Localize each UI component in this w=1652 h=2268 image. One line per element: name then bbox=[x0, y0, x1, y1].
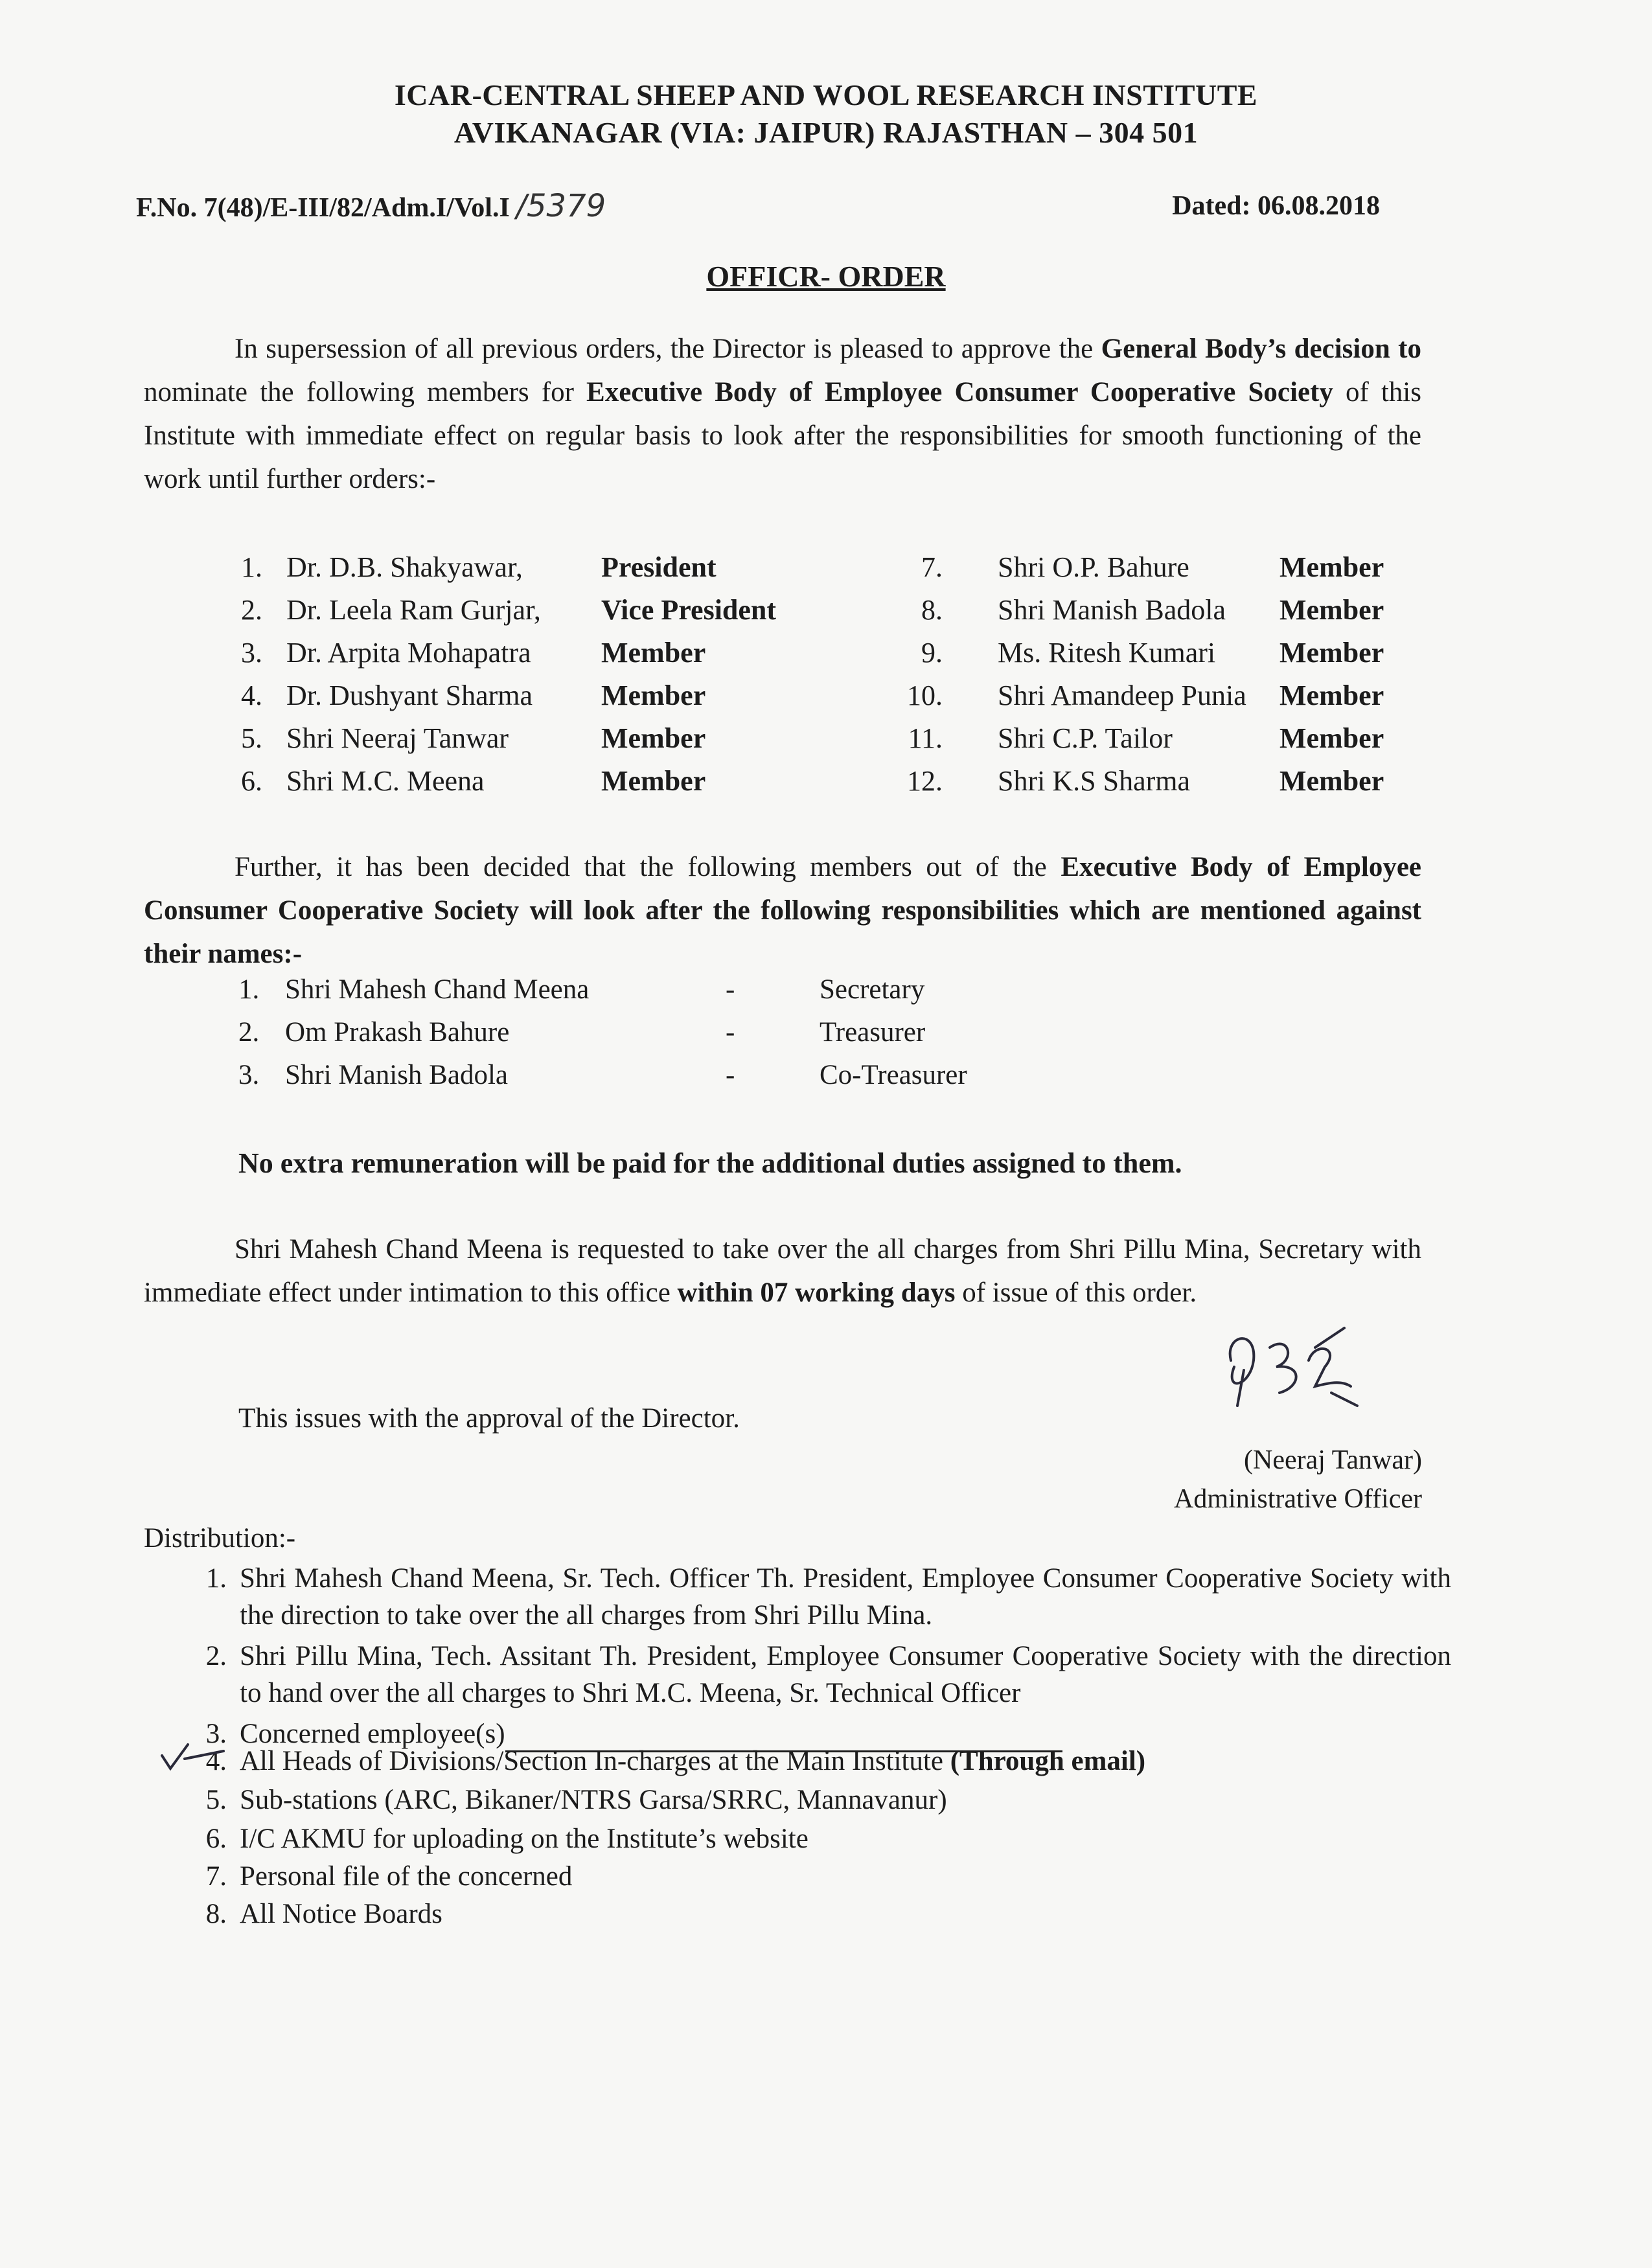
member-number: 9. bbox=[921, 637, 943, 669]
member-number: 2. bbox=[241, 594, 262, 626]
member-name: Shri Neeraj Tanwar bbox=[286, 722, 509, 754]
distribution-number: 2. bbox=[205, 1641, 227, 1671]
order-date: Dated: 06.08.2018 bbox=[1172, 191, 1380, 221]
member-role: Member bbox=[1279, 722, 1384, 754]
member-name: Ms. Ritesh Kumari bbox=[998, 637, 1216, 669]
member-role: Member bbox=[601, 722, 706, 754]
p1-text-1: In supersession of all previous orders, the Director is pleased to approve the bbox=[235, 334, 1101, 364]
distribution-text bbox=[240, 1858, 1451, 1895]
distribution-text-main: All Notice Boards bbox=[240, 1899, 442, 1929]
institute-name: ICAR-CENTRAL SHEEP AND WOOL RESEARCH INSTITUTE bbox=[394, 78, 1258, 111]
member-number: 3. bbox=[241, 637, 262, 669]
p1-bold-2: Executive Body of Employee Consumer Cooperative Society bbox=[586, 377, 1333, 407]
member-role: Member bbox=[1279, 765, 1384, 797]
file-number bbox=[136, 188, 606, 224]
responsibility-dash: - bbox=[726, 1060, 735, 1090]
distribution-text bbox=[240, 1743, 1451, 1780]
member-role: President bbox=[601, 551, 717, 583]
order-title: OFFICR- ORDER bbox=[706, 260, 946, 293]
responsibility-number: 1. bbox=[238, 974, 260, 1005]
member-name: Shri O.P. Bahure bbox=[998, 551, 1189, 583]
member-role: Member bbox=[601, 765, 706, 797]
responsibility-role: Secretary bbox=[820, 974, 925, 1005]
p3-bold-1: within 07 working days bbox=[677, 1277, 956, 1308]
signature-scribble bbox=[1218, 1322, 1367, 1419]
member-number: 10. bbox=[907, 680, 943, 711]
responsibility-name: Om Prakash Bahure bbox=[285, 1017, 510, 1048]
p2-text-1: Further, it has been decided that the following members out of the bbox=[235, 852, 1061, 882]
distribution-title: Distribution:- bbox=[144, 1523, 296, 1553]
distribution-number: 1. bbox=[205, 1563, 227, 1594]
distribution-text-main: Concerned employee(s) bbox=[240, 1719, 505, 1749]
distribution-number: 6. bbox=[205, 1824, 227, 1854]
member-number: 7. bbox=[921, 551, 943, 583]
distribution-item bbox=[188, 1896, 1451, 1973]
distribution-number: 4. bbox=[205, 1746, 227, 1776]
distribution-text-main: All Heads of Divisions/Section In-charges at the Main Institute bbox=[240, 1746, 950, 1776]
member-role: Vice President bbox=[601, 594, 777, 626]
distribution-text bbox=[240, 1781, 1451, 1818]
distribution-text-main: Shri Pillu Mina, Tech. Assitant Th. President, Employee Consumer Cooperative Society with the direction to hand over the all charges to Shri M.C. Meena, Sr. Technical Officer bbox=[240, 1641, 1451, 1708]
distribution-number: 5. bbox=[205, 1785, 227, 1815]
distribution-number: 8. bbox=[205, 1899, 227, 1929]
member-number: 6. bbox=[241, 765, 262, 797]
member-number: 1. bbox=[241, 551, 262, 583]
distribution-text-main: I/C AKMU for uploading on the Institute’s website bbox=[240, 1824, 809, 1854]
signer-name: (Neeraj Tanwar) bbox=[1244, 1445, 1422, 1475]
paragraph-supersession bbox=[144, 327, 1421, 501]
member-role: Member bbox=[1279, 551, 1384, 583]
member-name: Shri C.P. Tailor bbox=[998, 722, 1173, 754]
responsibility-number: 2. bbox=[238, 1017, 260, 1048]
p3-text-2: of issue of this order. bbox=[955, 1277, 1197, 1308]
distribution-item bbox=[188, 1638, 1451, 1715]
member-name: Shri Amandeep Punia bbox=[998, 680, 1246, 711]
distribution-text bbox=[240, 1820, 1451, 1857]
member-name: Shri K.S Sharma bbox=[998, 765, 1190, 797]
handwritten-tick-mark bbox=[159, 1739, 230, 1778]
distribution-text-main: Shri Mahesh Chand Meena, Sr. Tech. Officer Th. President, Employee Consumer Cooperative Society with the direction to take over the all charges from Shri Pillu Mina. bbox=[240, 1563, 1451, 1631]
member-number: 11. bbox=[908, 722, 943, 754]
responsibility-role: Co-Treasurer bbox=[820, 1060, 967, 1090]
paragraph-handover bbox=[144, 1228, 1421, 1314]
distribution-item bbox=[188, 1560, 1451, 1638]
p1-text-2: nominate the following members for bbox=[144, 377, 587, 407]
p3-text-1: Shri Mahesh Chand Meena is requested to take over the all charges from Shri Pillu Mina, Secretary with immediate effect under intimation to this office bbox=[144, 1234, 1421, 1308]
member-role: Member bbox=[1279, 637, 1384, 669]
paragraph-responsibilities bbox=[144, 845, 1421, 976]
member-number: 5. bbox=[241, 722, 262, 754]
responsibility-dash: - bbox=[726, 974, 735, 1005]
p1-text-3: of this Institute with immediate effect on regular basis to look after the responsibilities for smooth functioning of the work until further orders:- bbox=[144, 377, 1421, 494]
distribution-text-main: Personal file of the concerned bbox=[240, 1861, 573, 1892]
signer-designation: Administrative Officer bbox=[1174, 1484, 1422, 1514]
distribution-number: 7. bbox=[205, 1861, 227, 1892]
member-number: 12. bbox=[907, 765, 943, 797]
member-name: Dr. Dushyant Sharma bbox=[286, 680, 533, 711]
responsibility-name: Shri Mahesh Chand Meena bbox=[285, 974, 590, 1005]
distribution-text bbox=[240, 1896, 1451, 1932]
handwritten-number: /5379 bbox=[516, 188, 606, 224]
file-number-text: F.No. 7(48)/E-III/82/Adm.I/Vol.I bbox=[136, 193, 510, 223]
p2-bold-1: Executive Body of Employee Consumer Cooperative Society will look after the following responsibilities which are mentioned against their names:- bbox=[144, 852, 1421, 969]
member-name: Shri Manish Badola bbox=[998, 594, 1226, 626]
member-name: Dr. Arpita Mohapatra bbox=[286, 637, 531, 669]
distribution-text bbox=[240, 1638, 1451, 1712]
member-role: Member bbox=[1279, 594, 1384, 626]
member-name: Dr. Leela Ram Gurjar, bbox=[286, 594, 541, 626]
member-number: 4. bbox=[241, 680, 262, 711]
distribution-text bbox=[240, 1560, 1451, 1634]
approval-statement: This issues with the approval of the Director. bbox=[238, 1403, 740, 1434]
member-role: Member bbox=[1279, 680, 1384, 711]
distribution-text-bold: (Through email) bbox=[950, 1746, 1146, 1776]
p1-bold-1: General Body’s decision to bbox=[1101, 334, 1421, 364]
member-name: Dr. D.B. Shakyawar, bbox=[286, 551, 523, 583]
responsibility-number: 3. bbox=[238, 1060, 260, 1090]
no-remuneration-note: No extra remuneration will be paid for the additional duties assigned to them. bbox=[238, 1147, 1182, 1179]
responsibility-name: Shri Manish Badola bbox=[285, 1060, 508, 1090]
responsibility-role: Treasurer bbox=[820, 1017, 926, 1048]
member-name: Shri M.C. Meena bbox=[286, 765, 485, 797]
member-role: Member bbox=[601, 680, 706, 711]
member-number: 8. bbox=[921, 594, 943, 626]
member-role: Member bbox=[601, 637, 706, 669]
distribution-number: 3. bbox=[205, 1719, 227, 1749]
responsibility-dash: - bbox=[726, 1017, 735, 1048]
distribution-text-main: Sub-stations (ARC, Bikaner/NTRS Garsa/SRRC, Mannavanur) bbox=[240, 1785, 947, 1815]
institute-address: AVIKANAGAR (VIA: JAIPUR) RAJASTHAN – 304 501 bbox=[453, 116, 1199, 149]
